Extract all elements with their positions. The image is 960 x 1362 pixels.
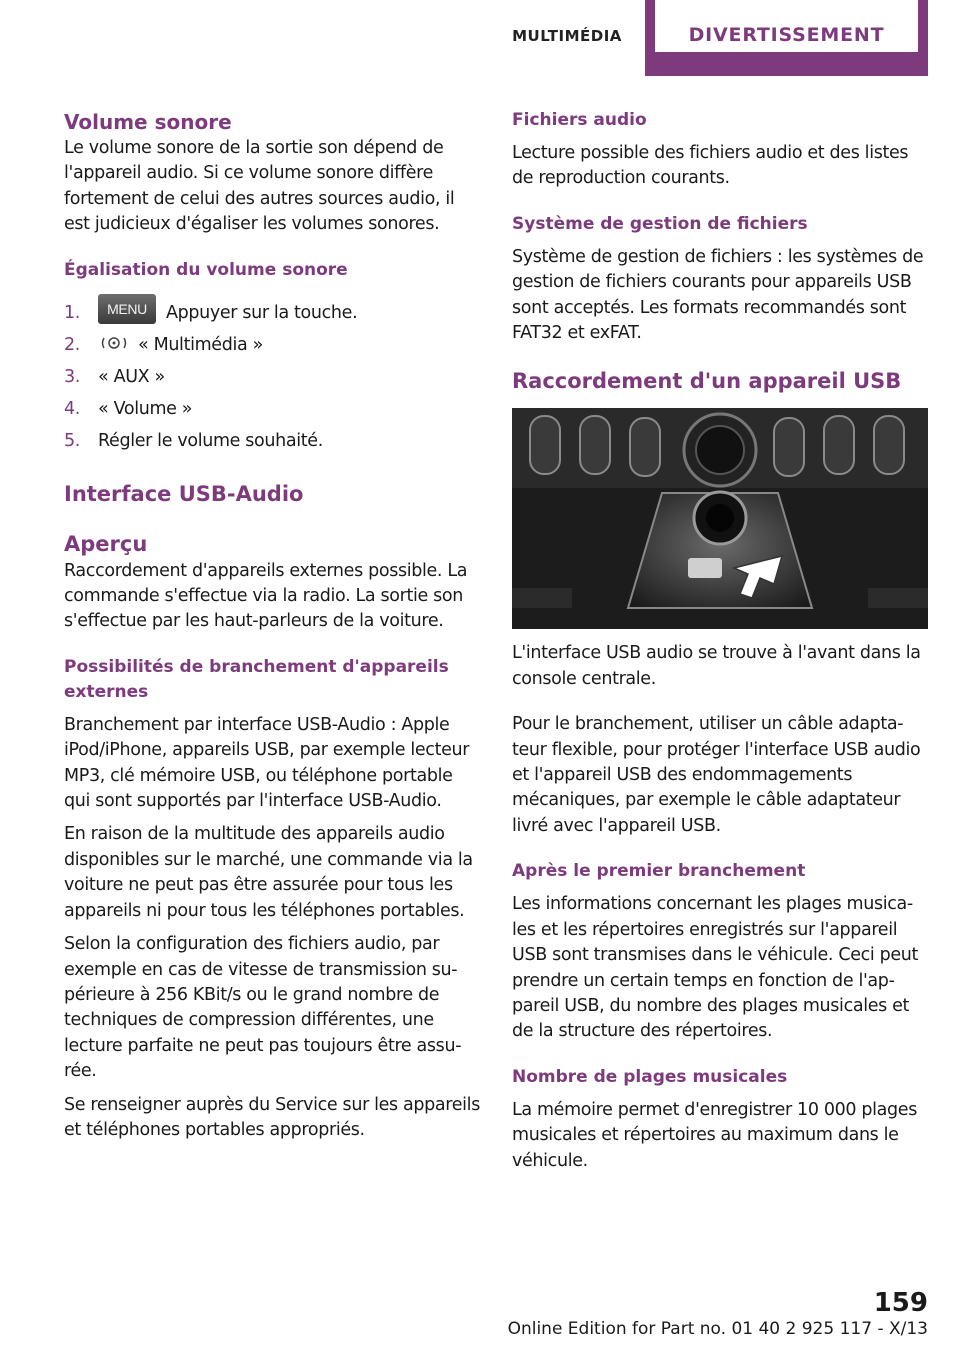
possibilities-paragraph: Se renseigner auprès du Service sur les appareils et téléphones portables appropriés.	[64, 1094, 480, 1140]
overview-text: Raccordement d'appareils externes possible. La commande s'effectue via la radio. La sortie son s'effectue par les haut-parleurs de la voiture.	[64, 560, 468, 632]
first-connection-title: Après le premier branchement	[512, 861, 806, 882]
step-text: Appuyer sur la touche.	[166, 302, 358, 323]
step-text: Régler le volume souhaité.	[98, 430, 323, 451]
left-column	[64, 108, 480, 1143]
step-item	[64, 329, 480, 361]
filesystem-text: Système de gestion de fichiers : les systèmes de gestion de fichiers courants pour appareils USB sont acceptés. Les formats recommandés sont FAT32 et exFAT.	[512, 246, 924, 344]
step-number: 1.	[64, 302, 80, 323]
step-item	[64, 425, 480, 457]
edition-footer: Online Edition for Part no. 01 40 2 925 117 - X/13	[507, 1319, 928, 1339]
step-item	[64, 297, 480, 329]
volume-text: Le volume sonore de la sortie son dépend de l'appareil audio. Si ce volume sonore diffère fortement de celui des autres sources audio, il est judicieux d'égaliser les volumes sonores.	[64, 138, 455, 235]
multimedia-icon	[98, 333, 130, 353]
tracks-title: Nombre de plages musicales	[512, 1066, 788, 1087]
usb-console-photo	[512, 408, 928, 629]
audio-files-text: Lecture possible des fichiers audio et des listes de reproduction courants.	[512, 143, 909, 189]
step-number: 2.	[64, 334, 80, 355]
audio-files-title: Fichiers audio	[512, 110, 647, 130]
location-text: L'interface USB audio se trouve à l'avant dans la console centrale.	[512, 643, 921, 689]
filesystem-title: Système de gestion de fichiers	[512, 213, 808, 234]
step-number: 3.	[64, 366, 80, 387]
step-number: 5.	[64, 430, 80, 451]
step-text: « Volume »	[98, 398, 193, 419]
step-text: « Multimédia »	[138, 334, 263, 355]
overview-title: Aperçu	[64, 531, 148, 556]
possibilities-title: Possibilités de branchement d'appareils externes	[64, 656, 449, 702]
page-number: 159	[873, 1288, 928, 1318]
equalize-title: Égalisation du volume sonore	[64, 259, 348, 280]
step-text: « AUX »	[98, 366, 165, 387]
step-item	[64, 361, 480, 393]
possibilities-paragraph: En raison de la multitude des appareils audio disponibles sur le marché, une commande via la voiture ne peut pas être assurée pour tous les appareils ni pour tous les téléphones portables.	[64, 824, 473, 921]
tracks-text: La mémoire permet d'enregistrer 10 000 plages musicales et répertoires au maximum dans le véhicule.	[512, 1099, 917, 1171]
usb-connect-title: Raccordement d'un appareil USB	[512, 369, 902, 394]
step-number: 4.	[64, 398, 80, 419]
page-header	[0, 0, 960, 76]
possibilities-paragraph: Branchement par interface USB-Audio : Apple iPod/iPhone, appareils USB, par exemple lecteur MP3, clé mémoire USB, ou téléphone portable qui sont supportés par l'interface USB-Audio.	[64, 714, 470, 812]
possibilities-paragraph: Selon la configuration des fichiers audio, par exemple en cas de vitesse de transmission supérieure à 256 KBit/s ou le grand nombre de techniques de compression différentes, une lecture parfaite ne peut pas toujours être assurée.	[64, 934, 462, 1082]
cable-text: Pour le branchement, utiliser un câble adaptateur flexible, pour protéger l'interface USB audio et l'appareil USB des endommagements mécaniques, par exemple le câble adaptateur livré avec l'appareil USB.	[512, 714, 921, 836]
right-column	[512, 108, 928, 1174]
volume-title: Volume sonore	[64, 110, 232, 134]
header-tab-entertainment: DIVERTISSEMENT	[655, 0, 918, 52]
step-item	[64, 393, 480, 425]
first-connection-text: Les informations concernant les plages musicales et les répertoires enregistrés sur l'appareil USB sont transmises dans le véhicule. Ceci peut prendre un certain temps en fonction de l'appareil USB, du nombre des plages musicales et de la structure des répertoires.	[512, 894, 919, 1042]
header-tab-entertainment-bar	[645, 0, 928, 76]
header-tab-multimedia: MULTIMÉDIA	[512, 27, 622, 45]
menu-button-icon: MENU	[98, 294, 156, 324]
steps-list	[64, 297, 480, 457]
usb-audio-title: Interface USB-Audio	[64, 481, 304, 506]
